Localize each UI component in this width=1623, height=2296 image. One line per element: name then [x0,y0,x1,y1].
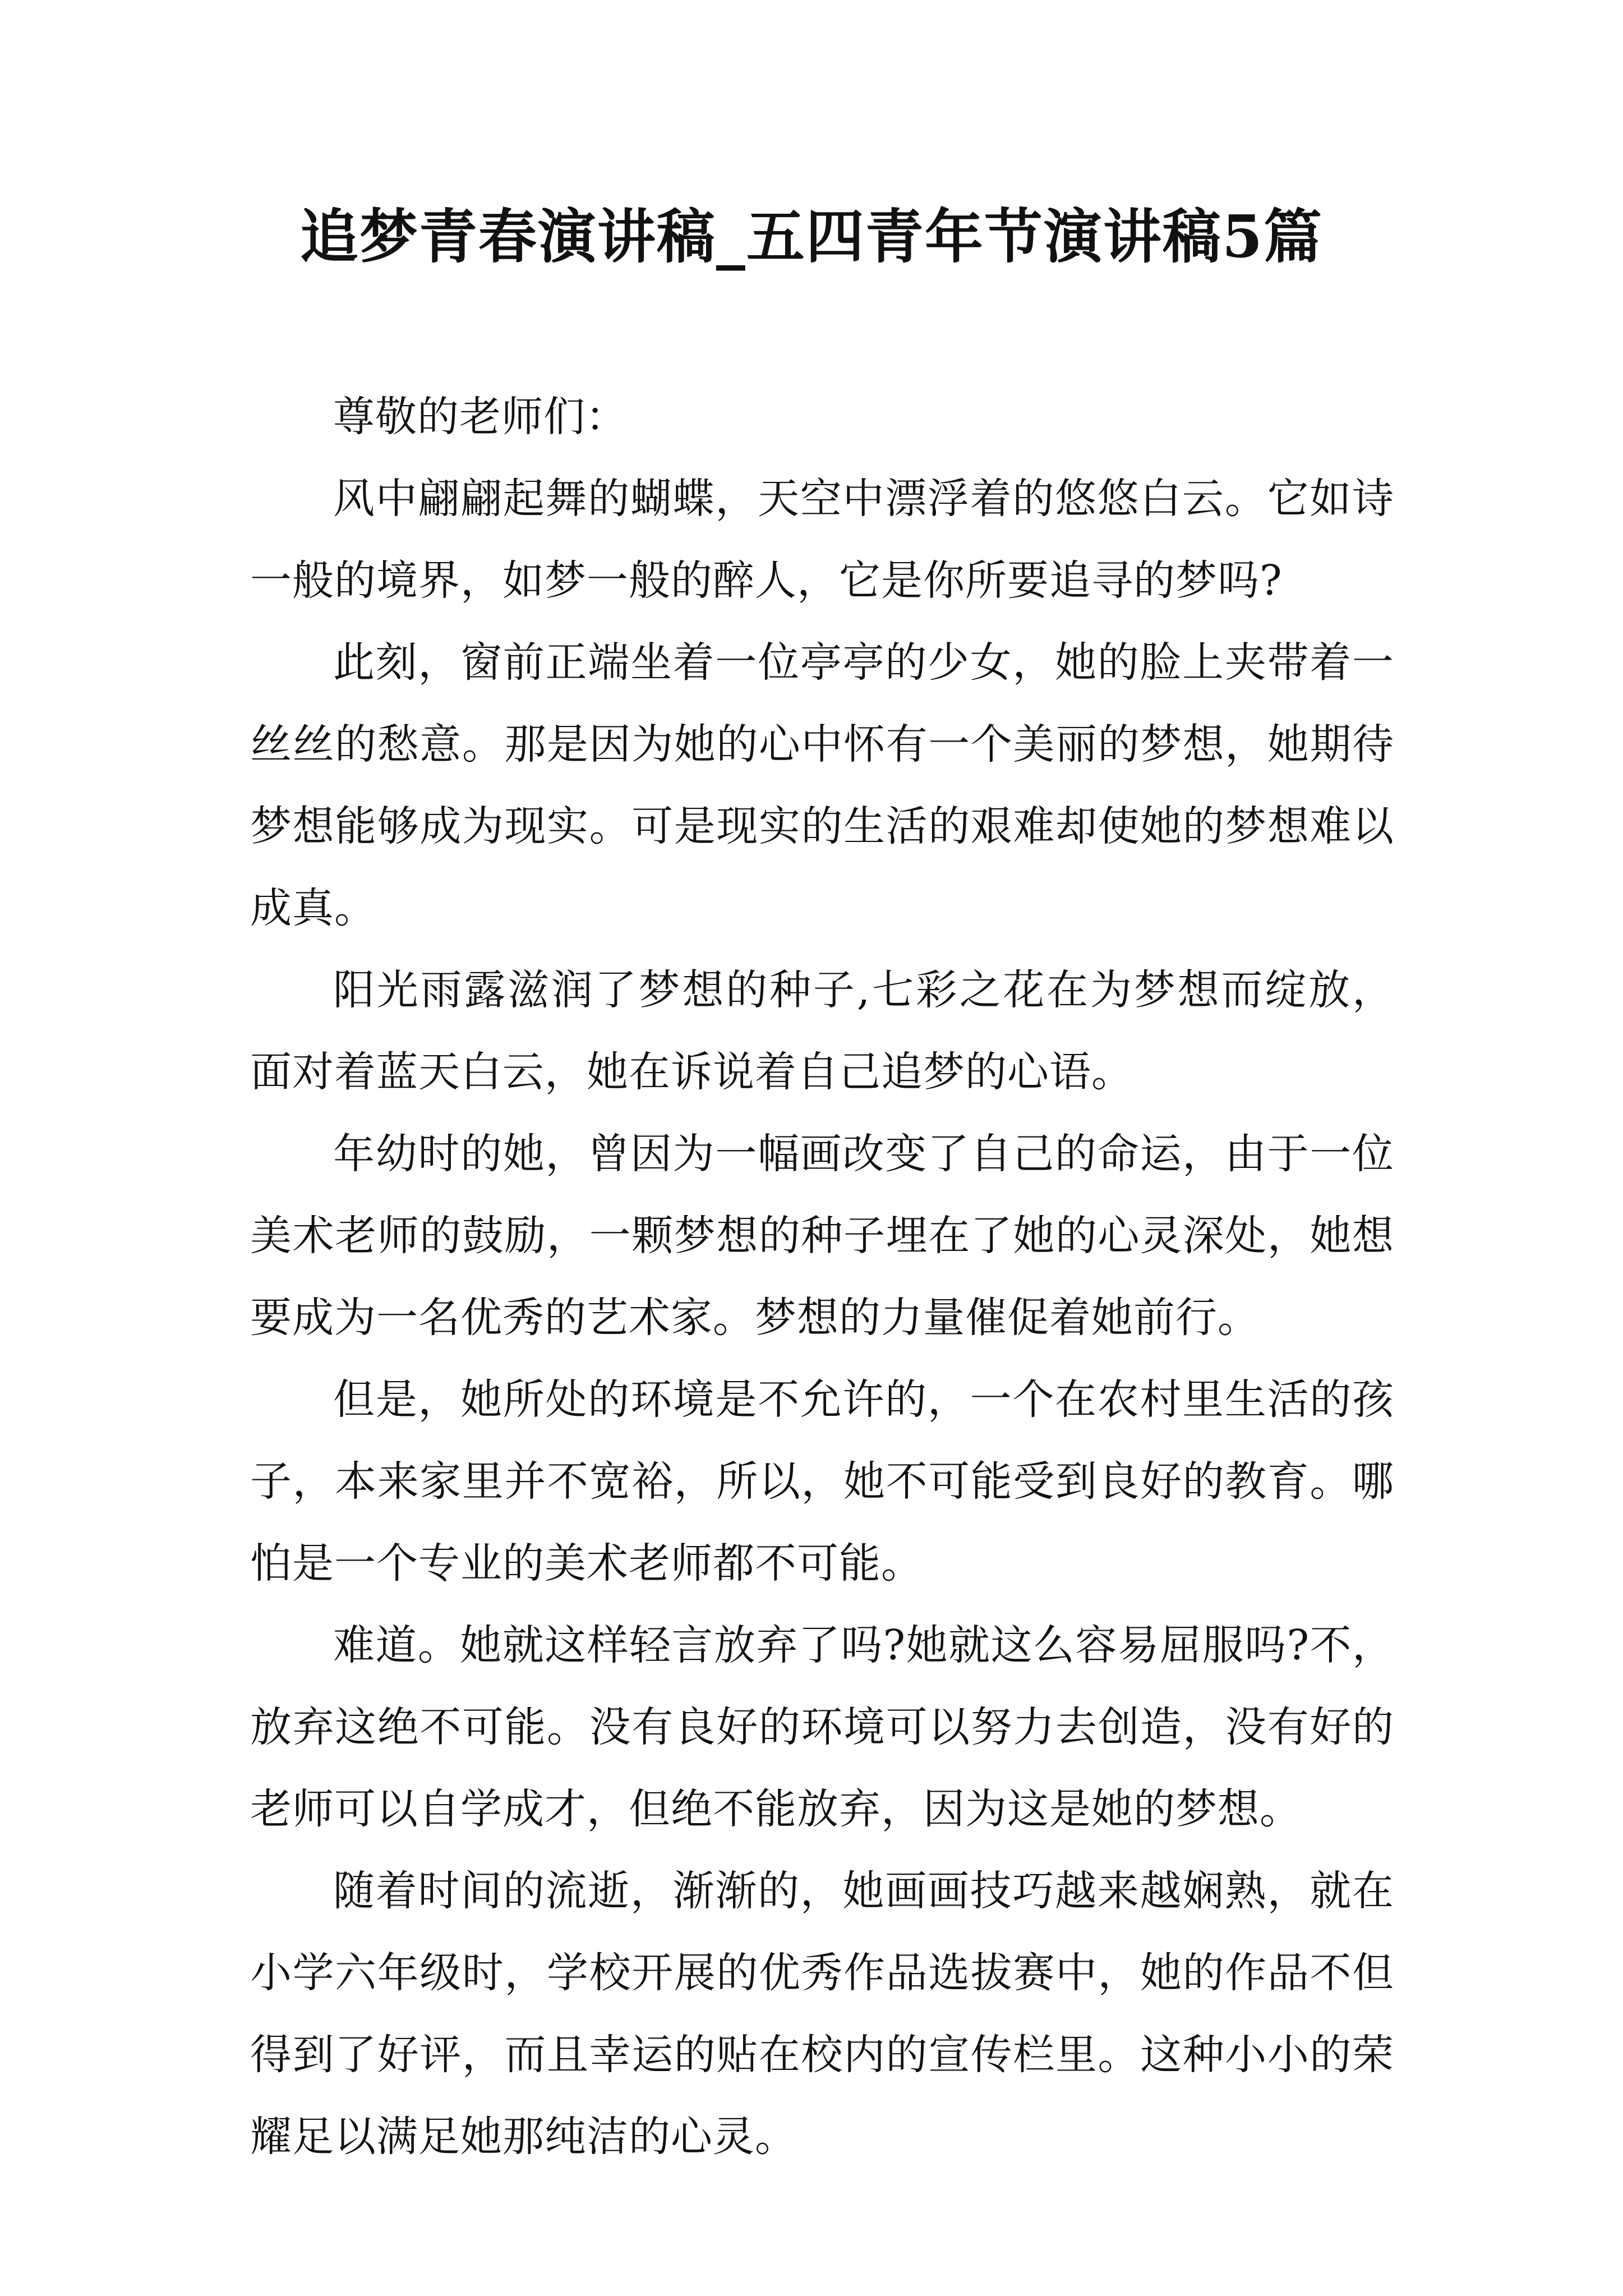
paragraph: 阳光雨露滋润了梦想的种子,七彩之花在为梦想而绽放，面对着蓝天白云，她在诉说着自己追梦的心语。 [250,966,1394,1096]
document-body [250,376,1394,2178]
paragraph-salutation: 尊敬的老师们： [333,393,628,441]
paragraph: 年幼时的她，曾因为一幅画改变了自己的命运，由于一位美术老师的鼓励，一颗梦想的种子埋在了她的心灵深处，她想要成为一名优秀的艺术家。梦想的力量催促着她前行。 [250,1130,1394,1342]
paragraph: 随着时间的流逝，渐渐的，她画画技巧越来越娴熟，就在小学六年级时，学校开展的优秀作品选拔赛中，她的作品不但得到了好评，而且幸运的贴在校内的宣传栏里。这种小小的荣耀足以满足她那纯洁的心灵。 [250,1867,1394,2161]
paragraph: 风中翩翩起舞的蝴蝶，天空中漂浮着的悠悠白云。它如诗一般的境界，如梦一般的醉人，它是你所要追寻的梦吗? [250,475,1394,605]
paragraph: 但是，她所处的环境是不允许的，一个在农村里生活的孩子，本来家里并不宽裕，所以，她不可能受到良好的教育。哪怕是一个专业的美术老师都不可能。 [250,1375,1394,1588]
paragraph: 难道。她就这样轻言放弃了吗?她就这么容易屈服吗?不，放弃这绝不可能。没有良好的环境可以努力去创造，没有好的老师可以自学成才，但绝不能放弃，因为这是她的梦想。 [250,1621,1394,1833]
document-title: 追梦青春演讲稿_五四青年节演讲稿5篇 [299,202,1324,271]
paragraph: 此刻，窗前正端坐着一位亭亭的少女，她的脸上夹带着一丝丝的愁意。那是因为她的心中怀有一个美丽的梦想，她期待梦想能够成为现实。可是现实的生活的艰难却使她的梦想难以成真。 [250,638,1394,932]
